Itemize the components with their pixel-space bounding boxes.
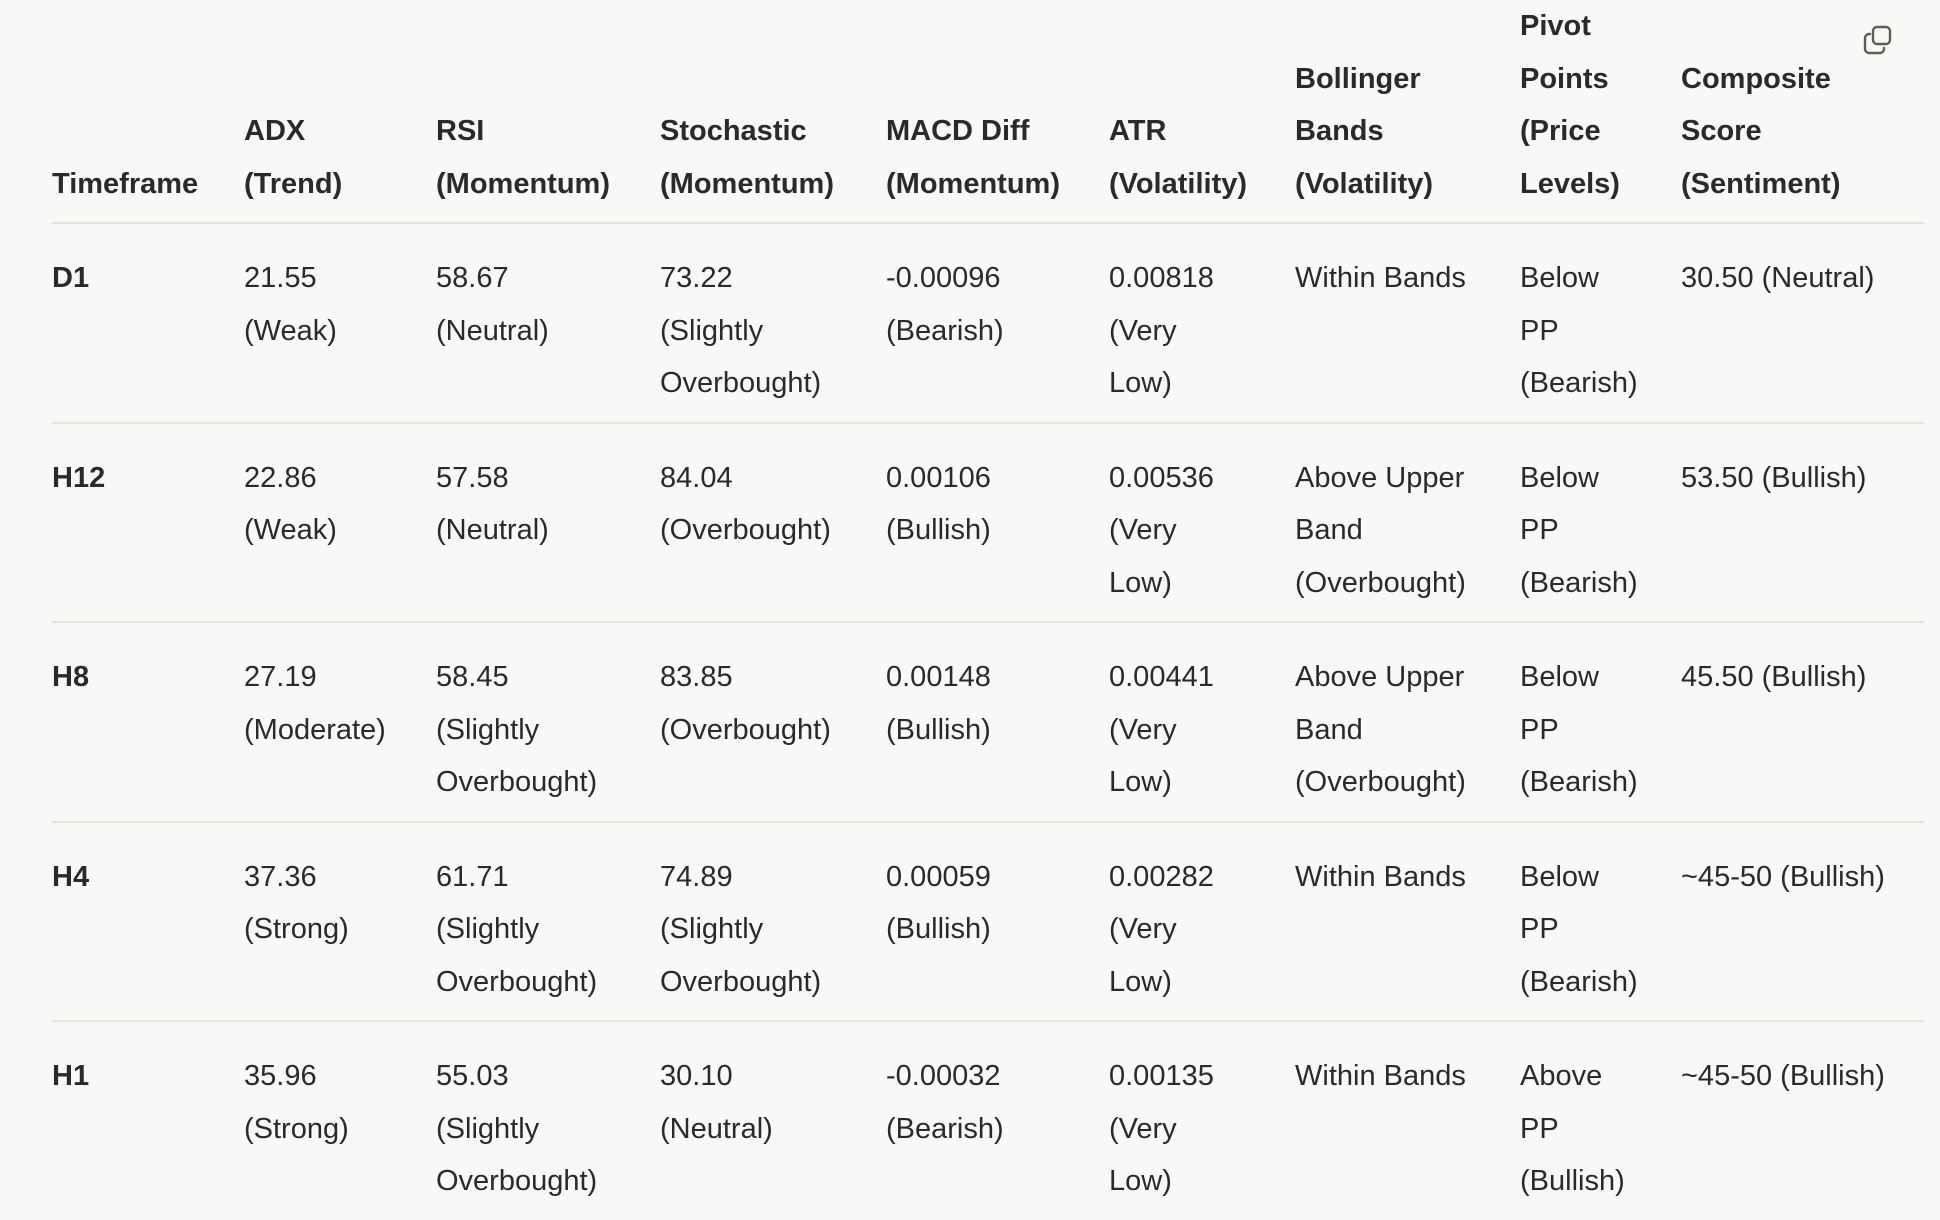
cell-line: (Overbought) [660, 713, 831, 746]
cell-line: (Bullish) [886, 514, 991, 546]
cell-line: -0.00032 [886, 1060, 1001, 1092]
cell-adx [244, 822, 436, 1022]
cell-line: (Bearish) [886, 1112, 1004, 1145]
table-row [52, 622, 1924, 822]
header-line: Pivot [1520, 10, 1591, 42]
cell-timeframe [52, 423, 244, 623]
cell-line: 0.00441 [1109, 661, 1214, 693]
cell-line: 0.00059 [886, 860, 991, 893]
cell-rsi [436, 622, 660, 822]
cell-line: 37.36 [244, 860, 317, 893]
cell-macd [886, 622, 1109, 822]
cell-line: Band [1295, 713, 1363, 746]
cell-line: (Neutral) [436, 314, 549, 347]
cell-line: 22.86 [244, 461, 317, 494]
cell-line: Within Bands [1295, 262, 1466, 294]
cell-atr [1109, 423, 1295, 623]
cell-line: Overbought) [436, 1165, 598, 1197]
cell-line: Band [1295, 514, 1363, 546]
cell-line: Above [1520, 1060, 1603, 1092]
cell-atr [1109, 223, 1295, 423]
cell-line: (Slightly [436, 913, 540, 945]
cell-line: 0.00818 [1109, 262, 1214, 294]
cell-line: PP [1520, 514, 1559, 546]
cell-stochastic [660, 423, 886, 623]
table-row [52, 223, 1924, 423]
cell-line: 57.58 [436, 461, 509, 494]
cell-pivot [1520, 423, 1681, 623]
header-bollinger [1295, 0, 1520, 223]
cell-line: (Moderate) [244, 713, 386, 746]
cell-line: (Bullish) [1520, 1165, 1625, 1197]
cell-stochastic [660, 622, 886, 822]
cell-line: (Neutral) [660, 1112, 773, 1145]
header-line: ADX [244, 115, 306, 147]
cell-line: (Strong) [244, 1112, 349, 1145]
cell-line: Low) [1109, 1165, 1172, 1197]
cell-line: Overbought) [660, 965, 822, 998]
header-composite [1681, 0, 1924, 223]
cell-line: 0.00106 [886, 461, 991, 494]
cell-adx [244, 1021, 436, 1220]
cell-bollinger [1295, 822, 1520, 1022]
header-adx [244, 0, 436, 223]
table-row [52, 423, 1924, 623]
cell-line: Low) [1109, 566, 1172, 599]
header-line: Timeframe [52, 167, 199, 200]
header-line: Bands [1295, 115, 1384, 147]
cell-line: 61.71 [436, 860, 509, 893]
cell-rsi [436, 423, 660, 623]
header-line: Composite [1681, 62, 1831, 95]
header-timeframe [52, 0, 244, 223]
header-line: Score [1681, 115, 1762, 147]
header-line: (Volatility) [1109, 167, 1248, 200]
cell-line: Below [1520, 860, 1599, 893]
cell-macd [886, 822, 1109, 1022]
cell-line: -0.00096 [886, 262, 1001, 294]
cell-line: (Slightly [660, 314, 764, 347]
header-macd [886, 0, 1109, 223]
cell-line: 0.00135 [1109, 1060, 1214, 1092]
cell-line: 45.50 (Bullish) [1681, 661, 1867, 693]
cell-line: (Very [1109, 913, 1177, 945]
cell-line: Below [1520, 661, 1599, 693]
cell-stochastic [660, 1021, 886, 1220]
cell-line: D1 [52, 262, 90, 294]
header-line: Bollinger [1295, 62, 1421, 95]
cell-line: Overbought) [660, 367, 822, 399]
header-line: (Momentum) [660, 167, 834, 200]
indicators-table [52, 0, 1924, 1220]
header-line: (Price [1520, 115, 1601, 147]
header-row [52, 0, 1924, 223]
cell-timeframe [52, 622, 244, 822]
cell-line: Overbought) [436, 766, 598, 798]
cell-macd [886, 223, 1109, 423]
cell-line: Below [1520, 461, 1599, 494]
cell-line: Below [1520, 262, 1599, 294]
cell-line: (Overbought) [1295, 566, 1466, 599]
cell-composite [1681, 1021, 1924, 1220]
header-line: Stochastic [660, 115, 807, 147]
cell-line: (Overbought) [660, 514, 831, 546]
cell-line: PP [1520, 314, 1559, 347]
header-line: MACD Diff [886, 115, 1030, 147]
cell-line: 73.22 [660, 262, 733, 294]
cell-line: (Slightly [436, 713, 540, 746]
header-line: Points [1520, 62, 1609, 95]
cell-atr [1109, 622, 1295, 822]
cell-rsi [436, 1021, 660, 1220]
cell-bollinger [1295, 1021, 1520, 1220]
cell-line: (Bearish) [1520, 965, 1638, 998]
cell-composite [1681, 822, 1924, 1022]
header-line: (Sentiment) [1681, 167, 1841, 200]
cell-line: (Very [1109, 713, 1177, 746]
header-pivot [1520, 0, 1681, 223]
cell-line: 0.00148 [886, 661, 991, 693]
cell-line: (Very [1109, 314, 1177, 347]
cell-line: 27.19 [244, 661, 317, 693]
cell-line: ~45-50 (Bullish) [1681, 1060, 1885, 1092]
cell-adx [244, 223, 436, 423]
cell-line: 84.04 [660, 461, 733, 494]
cell-line: 53.50 (Bullish) [1681, 461, 1867, 494]
cell-line: 83.85 [660, 661, 733, 693]
cell-pivot [1520, 1021, 1681, 1220]
cell-line: (Weak) [244, 514, 337, 546]
cell-line: 58.45 [436, 661, 509, 693]
header-atr [1109, 0, 1295, 223]
cell-composite [1681, 423, 1924, 623]
cell-line: PP [1520, 1112, 1559, 1145]
cell-line: (Bullish) [886, 713, 991, 746]
cell-bollinger [1295, 622, 1520, 822]
cell-line: Above Upper [1295, 661, 1465, 693]
header-line: (Momentum) [436, 167, 610, 200]
cell-line: H12 [52, 461, 106, 494]
cell-atr [1109, 822, 1295, 1022]
cell-line: (Weak) [244, 314, 337, 347]
cell-atr [1109, 1021, 1295, 1220]
cell-line: Within Bands [1295, 1060, 1466, 1092]
header-stochastic [660, 0, 886, 223]
cell-line: 55.03 [436, 1060, 509, 1092]
cell-line: 74.89 [660, 860, 733, 893]
cell-line: Overbought) [436, 965, 598, 998]
header-line: Levels) [1520, 167, 1620, 200]
cell-line: (Bearish) [1520, 566, 1638, 599]
cell-line: (Bullish) [886, 913, 991, 945]
table-row [52, 822, 1924, 1022]
cell-line: (Strong) [244, 913, 349, 945]
cell-line: Low) [1109, 766, 1172, 798]
cell-adx [244, 423, 436, 623]
cell-line: 21.55 [244, 262, 317, 294]
header-line: ATR [1109, 115, 1167, 147]
header-line: (Trend) [244, 167, 343, 200]
cell-line: 58.67 [436, 262, 509, 294]
cell-line: (Very [1109, 514, 1177, 546]
cell-line: Low) [1109, 367, 1172, 399]
cell-line: H1 [52, 1060, 90, 1092]
cell-stochastic [660, 223, 886, 423]
cell-line: ~45-50 (Bullish) [1681, 860, 1885, 893]
cell-adx [244, 622, 436, 822]
cell-line: 35.96 [244, 1060, 317, 1092]
cell-line: (Bearish) [1520, 367, 1638, 399]
cell-line: (Overbought) [1295, 766, 1466, 798]
cell-line: Low) [1109, 965, 1172, 998]
cell-rsi [436, 223, 660, 423]
header-rsi [436, 0, 660, 223]
cell-line: 30.50 (Neutral) [1681, 262, 1875, 294]
cell-line: PP [1520, 713, 1559, 746]
header-line: (Volatility) [1295, 167, 1434, 200]
cell-line: (Bearish) [1520, 766, 1638, 798]
cell-line: Above Upper [1295, 461, 1465, 494]
cell-line: Within Bands [1295, 860, 1466, 893]
cell-macd [886, 1021, 1109, 1220]
cell-line: (Slightly [660, 913, 764, 945]
cell-timeframe [52, 822, 244, 1022]
cell-bollinger [1295, 423, 1520, 623]
cell-line: PP [1520, 913, 1559, 945]
cell-composite [1681, 622, 1924, 822]
cell-pivot [1520, 822, 1681, 1022]
cell-line: (Very [1109, 1112, 1177, 1145]
cell-line: (Neutral) [436, 514, 549, 546]
cell-line: (Bearish) [886, 314, 1004, 347]
cell-macd [886, 423, 1109, 623]
cell-line: 0.00282 [1109, 860, 1214, 893]
cell-bollinger [1295, 223, 1520, 423]
header-line: (Momentum) [886, 167, 1060, 200]
cell-pivot [1520, 622, 1681, 822]
cell-timeframe [52, 1021, 244, 1220]
cell-line: 0.00536 [1109, 461, 1214, 494]
cell-composite [1681, 223, 1924, 423]
cell-rsi [436, 822, 660, 1022]
table-row [52, 1021, 1924, 1220]
cell-stochastic [660, 822, 886, 1022]
header-line: RSI [436, 115, 485, 147]
cell-pivot [1520, 223, 1681, 423]
cell-timeframe [52, 223, 244, 423]
cell-line: (Slightly [436, 1112, 540, 1145]
cell-line: H4 [52, 860, 90, 893]
cell-line: H8 [52, 661, 90, 693]
cell-line: 30.10 [660, 1060, 733, 1092]
